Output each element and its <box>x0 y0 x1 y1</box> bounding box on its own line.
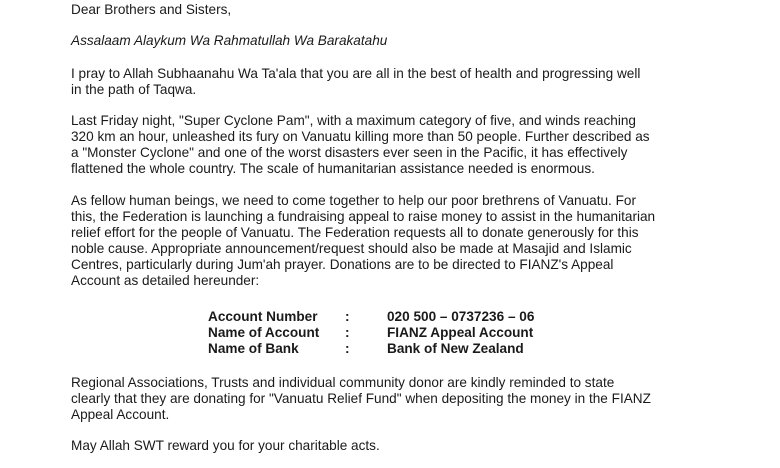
paragraph-line: Last Friday night, "Super Cyclone Pam", with a maximum category of five, and winds reaching <box>71 113 636 128</box>
paragraph-line: Appeal Account. <box>71 407 170 422</box>
account-separator: : <box>345 341 350 356</box>
paragraph-line: Regional Associations, Trusts and individual community donor are kindly reminded to state <box>71 375 615 390</box>
paragraph-line: this, the Federation is launching a fundraising appeal to raise money to assist in the humanitarian <box>71 209 656 224</box>
paragraph-line: in the path of Taqwa. <box>71 82 197 97</box>
paragraph-line: I pray to Allah Subhaanahu Wa Ta'ala that you are all in the best of health and progressing well <box>71 66 641 81</box>
account-separator: : <box>345 309 350 324</box>
paragraph-line: relief effort for the people of Vanuatu. The Federation requests all to donate generously for this <box>71 225 639 240</box>
account-value: Bank of New Zealand <box>387 341 524 356</box>
closing-line: May Allah SWT reward you for your charitable acts. <box>71 438 380 453</box>
paragraph-line: As fellow human beings, we need to come together to help our poor brethrens of Vanuatu. For <box>71 193 636 208</box>
paragraph-line: Centres, particularly during Jum'ah prayer. Donations are to be directed to FIANZ's Appeal <box>71 257 614 272</box>
account-separator: : <box>345 325 350 340</box>
account-label: Account Number <box>208 309 318 324</box>
greeting: Assalaam Alaykum Wa Rahmatullah Wa Barakatahu <box>71 33 388 48</box>
paragraph-line: Account as detailed hereunder: <box>71 273 260 288</box>
paragraph-line: flattened the whole country. The scale of humanitarian assistance needed is enormous. <box>71 161 595 176</box>
paragraph-line: a "Monster Cyclone" and one of the worst disasters ever seen in the Pacific, it has effectively <box>71 145 628 160</box>
salutation: Dear Brothers and Sisters, <box>71 2 232 17</box>
account-value: FIANZ Appeal Account <box>387 325 534 340</box>
account-value: 020 500 – 0737236 – 06 <box>387 309 535 324</box>
paragraph-line: 320 km an hour, unleashed its fury on Vanuatu killing more than 50 people. Further described as <box>71 129 650 144</box>
paragraph-line: clearly that they are donating for "Vanuatu Relief Fund" when depositing the money in the FIANZ <box>71 391 651 406</box>
account-label: Name of Bank <box>208 341 299 356</box>
account-label: Name of Account <box>208 325 320 340</box>
paragraph-line: noble cause. Appropriate announcement/request should also be made at Masajid and Islamic <box>71 241 632 256</box>
